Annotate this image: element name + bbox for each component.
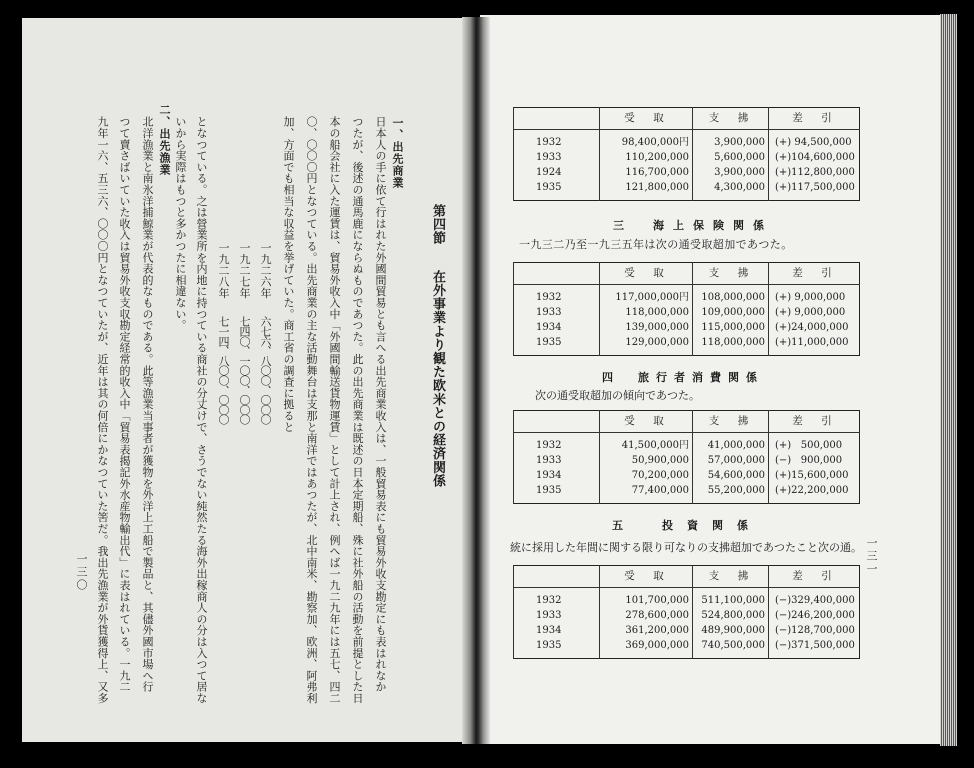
header-year [514,411,600,433]
header-balance: 差 引 [769,108,860,130]
cell-payments: 489,900,000 [693,623,769,638]
section-number: 第四節 [430,204,445,245]
book-gutter [462,17,490,744]
cell-balance: (+) 9,000,000 [769,285,860,306]
figure-year: 一九二八年 [217,242,230,299]
table-row [514,588,860,609]
cell-payments: 5,600,000 [693,150,769,165]
table-row [514,285,860,306]
cell-payments: 109,000,000 [693,305,769,320]
commerce-line: つたが、後述の通馬鹿にならぬものであつた。此の出先商業は既述の日本定期船、殊に社外船の活動を前提とした日 [351,116,364,704]
header-year [514,566,600,588]
table-row [514,305,860,320]
table-row [514,180,860,201]
header-receipts: 受 取 [600,108,693,130]
cell-balance: (+) 94,500,000 [769,130,860,151]
cell-receipts: 70,200,000 [600,468,693,483]
cell-year: 1934 [514,468,600,483]
cell-year: 1935 [514,180,600,201]
table-header-row [514,108,860,130]
cell-balance: (+) 9,000,000 [769,305,860,320]
cell-receipts: 129,000,000 [600,335,693,356]
header-balance: 差 引 [769,263,860,285]
table-investment [513,565,860,659]
fishery-line: 九年一六、五三六、〇〇〇円となつていたが、近年は其の何倍にかなつていた筈だ。我出先漁業が外貨獲得上、又多 [96,116,109,704]
commerce-heading: 一、出先商業 [391,117,404,189]
cell-balance: (−)246,200,000 [769,608,860,623]
fishery-line: 北洋漁業と南氷洋捕鯨業が代表的なものである。此等漁業当事者が獲物を外洋上工船で製品と、其儘外國市場へ行 [141,116,154,693]
header-year [514,263,600,285]
cell-receipts: 278,600,000 [600,608,693,623]
commerce-line: 日本人の手に依て行はれた外國間貿易とも言へる出先商業收入は、一般貿易表にも貿易外收支勘定にも表はれなか [374,116,387,693]
fishery-line: つて賣さばいていた收入は貿易外收支収勘定経常的收入中「貿易表揭記外水産物輸出代」に表はれている。一九二 [118,116,131,693]
table-row [514,638,860,659]
table-row [514,150,860,165]
header-payments: 支 拂 [693,566,769,588]
cell-year: 1932 [514,285,600,306]
header-year [514,108,600,130]
cell-payments: 3,900,000 [693,130,769,151]
header-balance: 差 引 [769,411,860,433]
cell-balance: (+) 500,000 [769,433,860,454]
cell-receipts: 50,900,000 [600,453,693,468]
cell-year: 1935 [514,335,600,356]
table-header-row [514,566,860,588]
cell-balance: (+)11,000,000 [769,335,860,356]
header-payments: 支 拂 [693,411,769,433]
commerce-line: 本の船会社に入た運賃は、貿易外收入中「外國間輸送貨物運賃」として計上され、例へば一九二九年には五七、四二 [328,116,341,704]
cell-receipts: 118,000,000 [600,305,693,320]
header-receipts: 受 取 [600,411,693,433]
header-payments: 支 拂 [693,108,769,130]
table-row [514,433,860,454]
cell-balance: (+)117,500,000 [769,180,860,201]
cell-year: 1935 [514,638,600,659]
investment-heading: 五 投資関係 [612,519,762,532]
cell-payments: 57,000,000 [693,453,769,468]
cell-year: 1932 [514,433,600,454]
cell-year: 1933 [514,608,600,623]
cell-receipts: 101,700,000 [600,588,693,609]
figure-year: 一九二六年 [259,242,272,299]
cell-receipts: 139,000,000 [600,320,693,335]
cell-year: 1933 [514,305,600,320]
cell-payments: 524,800,000 [693,608,769,623]
table-row [514,165,860,180]
commerce-line: 加、方面でも相当な収益を挙げていた。商工省の調査に拠ると [282,116,295,433]
cell-balance: (+)15,600,000 [769,468,860,483]
figure-amount: 六七六、八〇〇、〇〇〇 [259,316,272,424]
cell-receipts: 117,000,000円 [600,285,693,306]
section-title: 在外事業より観た欧米との経済関係 [430,270,445,488]
investment-caption: 統に採用した年間に関する限り可なりの支拂超加であつたこと次の通。 [510,541,862,554]
table-travel-expenditure [513,410,860,504]
cell-balance: (−)128,700,000 [769,623,860,638]
cell-year: 1924 [514,165,600,180]
cell-balance: (+)112,800,000 [769,165,860,180]
cell-balance: (+)24,000,000 [769,320,860,335]
cell-receipts: 361,200,000 [600,623,693,638]
figure-amount: 七四〇、一〇〇、〇〇〇 [238,316,251,424]
cell-receipts: 116,700,000 [600,165,693,180]
travel-expenditure-caption: 次の通受取超加の傾向であつた。 [535,389,700,402]
cell-year: 1935 [514,483,600,504]
cell-payments: 118,000,000 [693,335,769,356]
cell-payments: 54,600,000 [693,468,769,483]
cell-payments: 108,000,000 [693,285,769,306]
cell-payments: 511,100,000 [693,588,769,609]
table-row [514,335,860,356]
cell-balance: (+)104,600,000 [769,150,860,165]
table-row [514,468,860,483]
table-row [514,483,860,504]
commerce-line: 〇、〇〇〇円となつている。出先商業の主な活動舞台は支那と南洋ではあつたが、北中南米、勘察加、欧洲、阿弗利 [305,116,318,704]
cell-payments: 41,000,000 [693,433,769,454]
table-commerce-continued [513,107,860,201]
cell-year: 1932 [514,588,600,609]
figure-amount: 七一四、八〇〇、〇〇〇 [217,316,230,424]
table-header-row [514,263,860,285]
commerce-closing-line: となつている。之は營業所を内地に持つている商社の分丈けで、さうでない純然たる海外出稼商人の分は入つて居な [195,116,208,704]
cell-balance: (−) 900,000 [769,453,860,468]
travel-expenditure-heading: 四 旅行者消費関係 [602,371,764,384]
cell-year: 1934 [514,320,600,335]
left-page-number: 一三〇 [75,553,88,592]
header-receipts: 受 取 [600,263,693,285]
table-row [514,130,860,151]
marine-insurance-caption: 一九三二乃至一九三五年は次の通受取超加であつた。 [519,238,793,251]
table-row [514,320,860,335]
cell-receipts: 77,400,000 [600,483,693,504]
table-marine-insurance [513,262,860,356]
table-row [514,608,860,623]
cell-receipts: 110,200,000 [600,150,693,165]
cell-payments: 55,200,000 [693,483,769,504]
cell-balance: (−)371,500,000 [769,638,860,659]
fishery-heading: 二、出先漁業 [158,104,171,176]
right-page-number: 一三一 [865,537,878,576]
cell-year: 1932 [514,130,600,151]
table-header-row [514,411,860,433]
cell-balance: (−)329,400,000 [769,588,860,609]
cell-payments: 3,900,000 [693,165,769,180]
cell-receipts: 41,500,000円 [600,433,693,454]
commerce-closing-line: いから実際はもつと多かつたに相違ない。 [174,116,187,331]
cell-receipts: 98,400,000円 [600,130,693,151]
cell-balance: (+)22,200,000 [769,483,860,504]
cell-year: 1933 [514,453,600,468]
cell-payments: 115,000,000 [693,320,769,335]
book-page-edge [940,14,957,746]
cell-payments: 740,500,000 [693,638,769,659]
header-balance: 差 引 [769,566,860,588]
header-receipts: 受 取 [600,566,693,588]
cell-year: 1933 [514,150,600,165]
header-payments: 支 拂 [693,263,769,285]
cell-payments: 4,300,000 [693,180,769,201]
table-row [514,453,860,468]
cell-receipts: 121,800,000 [600,180,693,201]
cell-year: 1934 [514,623,600,638]
figure-year: 一九二七年 [238,242,251,299]
marine-insurance-heading: 三 海上保険関係 [613,219,773,232]
cell-receipts: 369,000,000 [600,638,693,659]
table-row [514,623,860,638]
